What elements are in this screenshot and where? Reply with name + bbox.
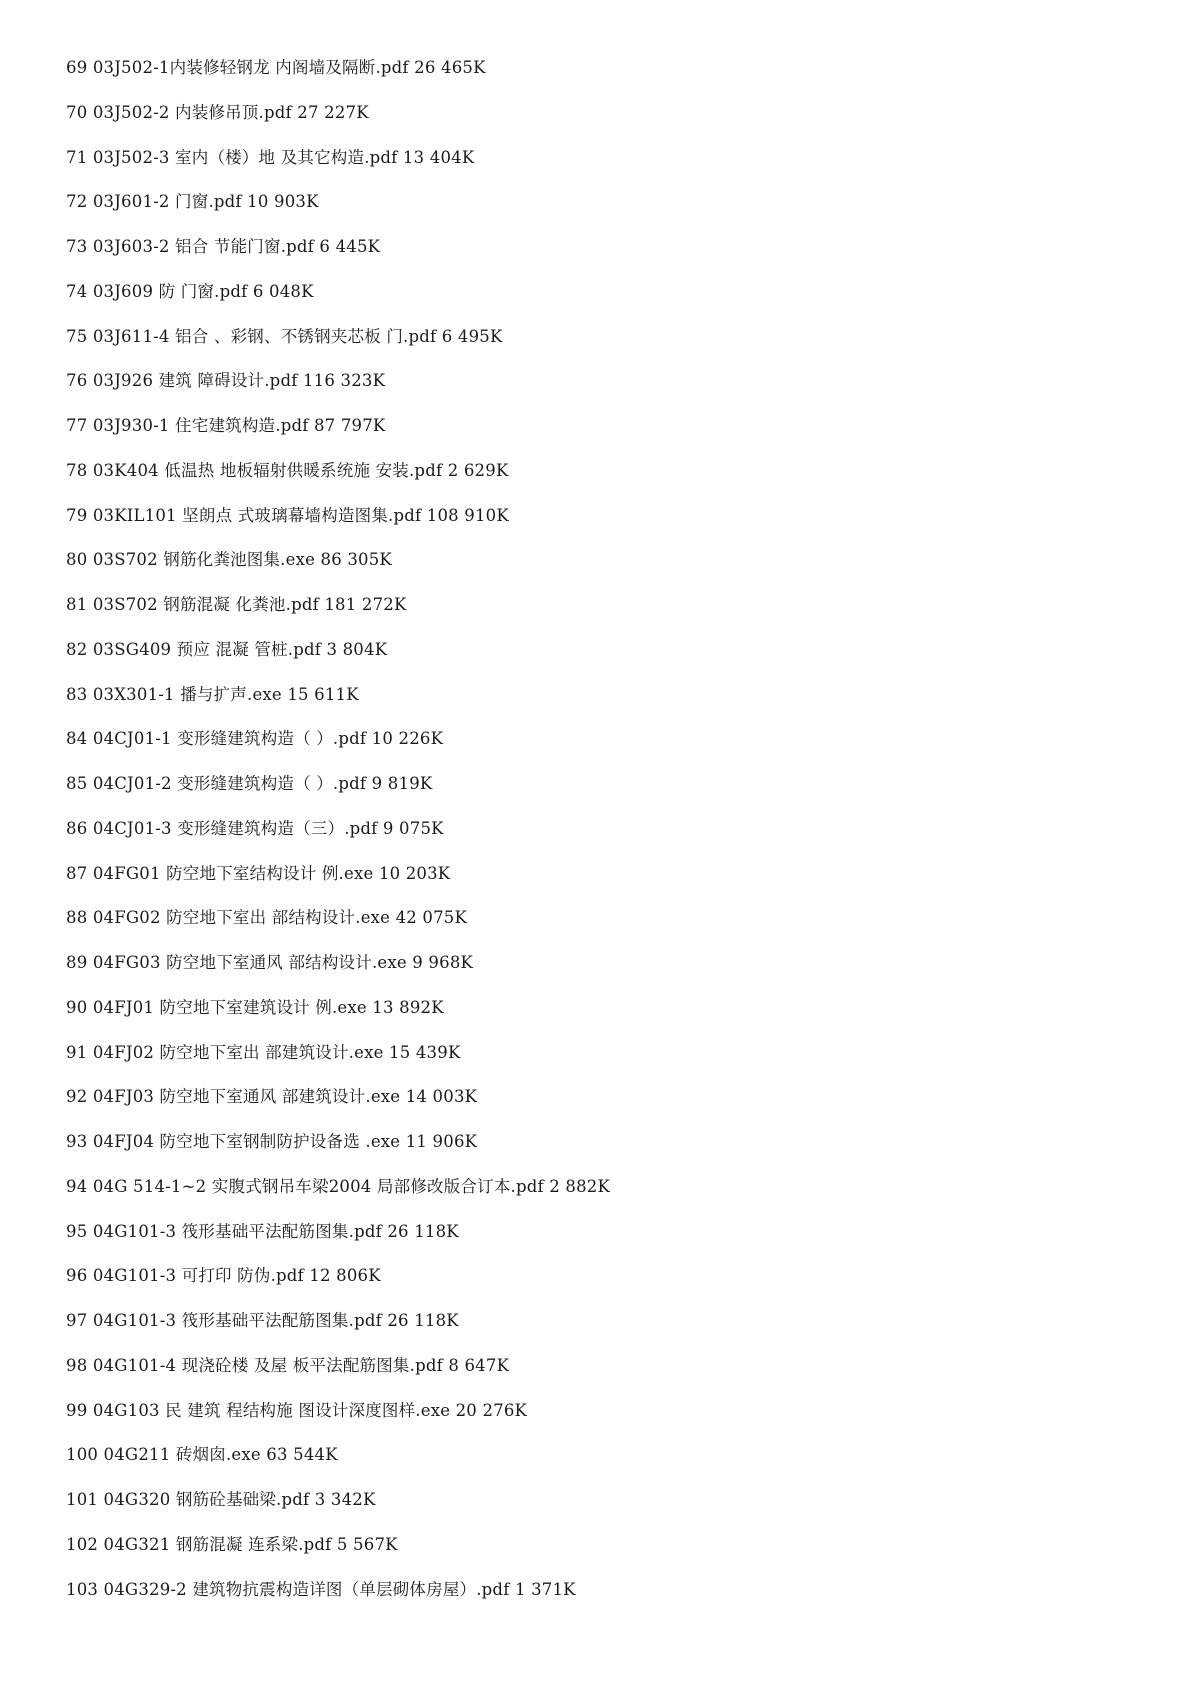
list-item: 79 03KIL101 坚朗点 式玻璃幕墙构造图集.pdf 108 910K (66, 505, 509, 525)
list-item: 91 04FJ02 防空地下室出 部建筑设计.exe 15 439K (66, 1042, 461, 1062)
list-item: 75 03J611-4 铝合 、彩钢、不锈钢夹芯板 门.pdf 6 495K (66, 326, 503, 346)
list-item: 69 03J502-1内装修轻钢龙 内阁墙及隔断.pdf 26 465K (66, 58, 486, 77)
list-item: 95 04G101-3 筏形基础平法配筋图集.pdf 26 118K (66, 1221, 459, 1241)
list-item: 86 04CJ01-3 变形缝建筑构造（三）.pdf 9 075K (66, 818, 444, 838)
list-item: 93 04FJ04 防空地下室钢制防护设备选 .exe 11 906K (66, 1132, 478, 1151)
file-list (66, 56, 1146, 1622)
list-item: 70 03J502-2 内装修吊顶.pdf 27 227K (66, 102, 369, 122)
list-item: 85 04CJ01-2 变形缝建筑构造（ ）.pdf 9 819K (66, 774, 433, 793)
list-item: 92 04FJ03 防空地下室通风 部建筑设计.exe 14 003K (66, 1087, 478, 1107)
list-item: 84 04CJ01-1 变形缝建筑构造（ ）.pdf 10 226K (66, 729, 444, 749)
list-item: 83 03X301-1 播与扩声.exe 15 611K (66, 684, 359, 704)
list-item: 102 04G321 钢筋混凝 连系梁.pdf 5 567K (66, 1534, 398, 1554)
list-item: 71 03J502-3 室内（楼）地 及其它构造.pdf 13 404K (66, 147, 475, 167)
list-item: 100 04G211 砖烟囱.exe 63 544K (66, 1445, 338, 1465)
list-item: 72 03J601-2 门窗.pdf 10 903K (66, 192, 319, 212)
list-item: 94 04G 514-1~2 实腹式钢吊车梁2004 局部修改版合订本.pdf 2 882K (66, 1176, 611, 1196)
list-item: 80 03S702 钢筋化粪池图集.exe 86 305K (66, 550, 392, 570)
list-item: 103 04G329-2 建筑物抗震构造详图（单层砌体房屋）.pdf 1 371K (66, 1579, 576, 1599)
list-item: 98 04G101-4 现浇砼楼 及屋 板平法配筋图集.pdf 8 647K (66, 1355, 510, 1375)
list-item: 74 03J609 防 门窗.pdf 6 048K (66, 281, 314, 301)
list-item: 96 04G101-3 可打印 防伪.pdf 12 806K (66, 1266, 381, 1286)
list-item: 89 04FG03 防空地下室通风 部结构设计.exe 9 968K (66, 953, 474, 972)
list-item: 101 04G320 钢筋砼基础梁.pdf 3 342K (66, 1490, 376, 1509)
list-item: 97 04G101-3 筏形基础平法配筋图集.pdf 26 118K (66, 1311, 459, 1330)
list-item: 78 03K404 低温热 地板辐射供暖系统施 安装.pdf 2 629K (66, 460, 509, 480)
list-item: 88 04FG02 防空地下室出 部结构设计.exe 42 075K (66, 908, 468, 928)
list-item: 90 04FJ01 防空地下室建筑设计 例.exe 13 892K (66, 997, 444, 1017)
list-item: 76 03J926 建筑 障碍设计.pdf 116 323K (66, 371, 386, 391)
list-item: 73 03J603-2 铝合 节能门窗.pdf 6 445K (66, 237, 381, 256)
list-item: 77 03J930-1 住宅建筑构造.pdf 87 797K (66, 416, 386, 435)
list-item: 87 04FG01 防空地下室结构设计 例.exe 10 203K (66, 863, 451, 883)
list-item: 82 03SG409 预应 混凝 管桩.pdf 3 804K (66, 639, 388, 659)
list-item: 81 03S702 钢筋混凝 化粪池.pdf 181 272K (66, 595, 407, 614)
list-item: 99 04G103 民 建筑 程结构施 图设计深度图样.exe 20 276K (66, 1400, 528, 1420)
